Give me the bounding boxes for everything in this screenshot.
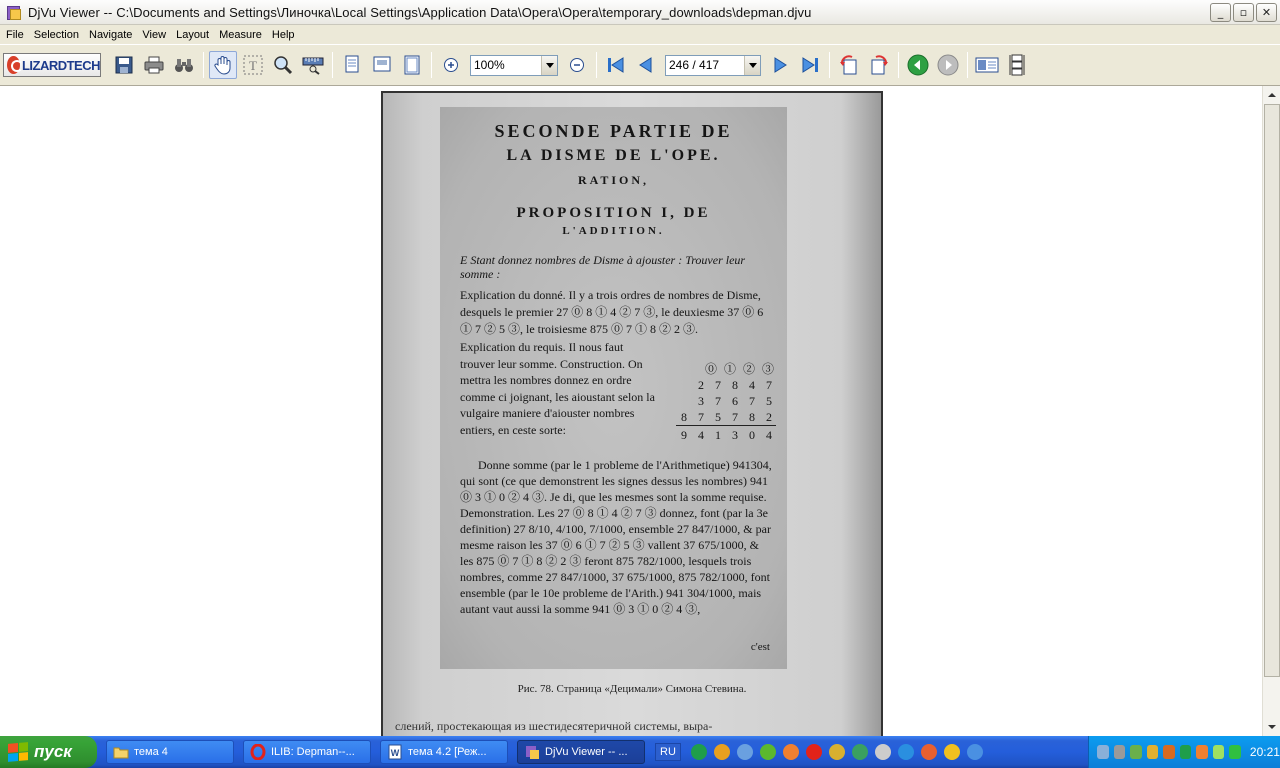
lizardtech-logo[interactable] [3,53,101,77]
document-view[interactable] [0,86,1262,736]
scrollbar-thumb[interactable] [1264,104,1280,677]
tray-app-icon[interactable] [1196,745,1208,759]
zoom-value: 100% [474,58,505,72]
fit-width-icon [372,55,392,75]
continuous-view-button[interactable] [1003,51,1031,79]
close-button[interactable]: ✕ [1256,3,1277,22]
measure-tool-button[interactable] [299,51,327,79]
addition-row-3: 8 7 5 7 8 2 [676,409,776,426]
svg-text:W: W [390,748,400,758]
next-page-icon [770,55,790,75]
scanned-page-image [440,107,787,669]
logo-text: LIZARDTECH [21,57,100,73]
save-icon [115,56,133,74]
surf-icon[interactable] [875,744,891,760]
page-heading-1: SECONDE PARTIE DE [494,121,733,141]
previous-page-button[interactable] [632,51,660,79]
mail-icon[interactable] [783,744,799,760]
media-player-icon[interactable] [944,744,960,760]
fit-page-icon [402,55,422,75]
hand-icon [213,55,233,75]
text-select-button[interactable] [239,51,267,79]
utorrent-tray-icon[interactable] [1180,745,1192,759]
menu-navigate[interactable]: Navigate [89,28,133,41]
rotate-right-button[interactable] [865,51,893,79]
addition-sum: 9 4 1 3 0 4 [681,428,776,442]
taskbar-item-label: ILIB: Depman--... [271,746,355,758]
paragraph-demonstration: Donne somme (par le 1 probleme de l'Arithmetique) 941304, qui sont (ce que demonstrent les signes dessus les nombres) 941 ⓪ 3 ① 0 ② 4 ③. Je di, que les mesmes sont la somme requise. Demonstration. Les 27 ⓪ 8 ① 4 ② 7 ③ donnez, font (par la 3e definition) 27 8/10, 4/100, 7/1000, ensemble 27 847/1000, & par mesme raison les 37 ⓪ 6 ① 7 ② 5 ③ vallent 37 675/1000, & les 875 ⓪ 7 ① 8 ② 2 ③ feront 875 782/1000, lesquels trois nombres, comme 27 847/1000, 37 675/1000, 875 782/1000, font ensemble (par le 10e probleme de l'Arith.) 941 304/1000, mais autant vaut aussi la somme 941 ⓪ 3 ① 0 ② 4 ③, [460,458,772,616]
window-title: DjVu Viewer -- C:\Documents and Settings\Линочка\Local Settings\Application Data\Opera\Opera\temporary_downloads\depman.djvu [28,4,812,20]
first-page-icon [606,55,626,75]
ruler-icon [302,55,324,75]
volume-tray-icon[interactable] [1114,745,1126,759]
icq-icon[interactable] [760,744,776,760]
text-select-icon [243,55,263,75]
minimize-button[interactable]: _ [1210,3,1231,22]
fit-page-button[interactable] [398,51,426,79]
zoom-out-icon [569,57,585,73]
single-page-icon [343,55,361,75]
menu-bar [0,25,1280,44]
tray-app-icon[interactable] [1163,745,1175,759]
next-page-text: слений, простекающая из шестидесятеричной системы, выра- [395,719,713,733]
opera-icon[interactable] [806,744,822,760]
tray-app-icon[interactable] [1229,745,1241,759]
outlook-icon[interactable] [921,744,937,760]
antivirus-tray-icon[interactable] [1130,745,1142,759]
menu-layout[interactable]: Layout [176,28,210,41]
opera-icon [250,744,266,760]
toolbar-separator [431,52,432,78]
paragraph-required: Explication du requis. Il nous faut trouver leur somme. Construction. On mettra les nombres donnez en ordre comme ci joignant, les aioustant selon la vulgaire maniere d'aiouster nombres entiers, en ceste sorte: [460,340,655,437]
toolbar-separator [203,52,204,78]
figure-caption: Рис. 78. Страница «Децимали» Симона Стевина. [517,683,747,695]
magnifier-icon [273,55,293,75]
proposition-subtitle: L'ADDITION. [562,225,665,237]
rotate-left-icon [838,54,860,76]
back-arrow-icon [907,54,929,76]
zoom-tool-button[interactable] [269,51,297,79]
window-controls [1210,3,1277,22]
addition-row-2: 3 7 6 7 5 [698,394,776,408]
scroll-up-icon[interactable] [1264,87,1280,103]
globe-icon[interactable] [737,744,753,760]
pan-tool-button[interactable] [209,51,237,79]
start-label: пуск [34,742,72,761]
rotate-right-icon [868,54,890,76]
start-button[interactable] [0,736,97,768]
tray-app-icon[interactable] [1147,745,1159,759]
toolbar-separator [898,52,899,78]
back-button[interactable] [904,51,932,79]
addition-table-header: ⓪ ① ② ③ [704,362,776,376]
language-indicator[interactable]: RU [655,743,681,761]
menu-measure[interactable]: Measure [219,28,262,41]
tray-app-icon[interactable] [1213,745,1225,759]
proposition-title: PROPOSITION I, DE [516,205,711,221]
menu-file[interactable]: File [6,28,24,41]
find-button[interactable] [170,51,198,79]
previous-page-icon [636,55,656,75]
taskbar-item-opera[interactable] [243,740,371,764]
menu-selection[interactable]: Selection [33,28,79,41]
zoom-in-icon [443,57,459,73]
title-bar [0,0,1280,25]
menu-view[interactable]: View [142,28,167,41]
page-value: 246 / 417 [669,58,720,72]
internet-explorer-icon[interactable] [898,744,914,760]
vertical-scrollbar[interactable] [1262,86,1280,736]
zoom-out-button[interactable] [563,51,591,79]
forward-arrow-icon [937,54,959,76]
menu-help[interactable]: Help [271,28,295,41]
djvu-app-icon [5,4,21,20]
svg-text:T: T [249,58,257,73]
network-tray-icon[interactable] [1097,745,1109,759]
taskbar-item-label: DjVu Viewer -- ... [545,746,628,758]
print-button[interactable] [140,51,168,79]
rotate-left-button[interactable] [835,51,863,79]
binoculars-icon [174,56,194,74]
page-heading-3: RATION, [577,173,650,187]
single-page-button[interactable] [338,51,366,79]
clock[interactable]: 20:21 [1249,745,1280,759]
toolbar-separator [967,52,968,78]
catchword: c'est [750,641,770,653]
taskbar [0,736,1280,768]
thumbnails-icon [975,55,999,75]
utorrent-icon[interactable] [691,744,707,760]
zoom-in-button[interactable] [437,51,465,79]
document-page[interactable] [381,91,883,736]
folder-icon [113,744,129,760]
last-page-icon [800,55,820,75]
forward-button[interactable] [934,51,962,79]
chevron-down-icon[interactable] [744,56,760,75]
chevron-down-icon[interactable] [541,56,557,75]
lizardtech-logo-icon [7,56,20,74]
scroll-down-icon[interactable] [1264,719,1280,735]
page-heading-2: LA DISME DE L'OPE. [506,147,721,164]
addition-row-1: 2 7 8 4 7 [698,378,776,392]
network-icon[interactable] [852,744,868,760]
save-button[interactable] [110,51,138,79]
aim-icon[interactable] [714,744,730,760]
thumbnails-button[interactable] [973,51,1001,79]
system-tray [1088,736,1280,768]
next-page-button[interactable] [766,51,794,79]
taskbar-item-label: тема 4.2 [Реж... [408,746,487,758]
taskbar-item-djvu[interactable] [517,740,645,764]
print-icon [144,56,164,74]
first-page-button[interactable] [602,51,630,79]
page-select[interactable] [665,55,761,76]
toolbar [0,44,1280,86]
toolbar-separator [332,52,333,78]
taskbar-item-label: тема 4 [134,746,168,758]
taskbar-item-word[interactable] [380,740,508,764]
toolbar-separator [829,52,830,78]
quick-launch [691,744,983,760]
windows-logo-icon [8,742,28,762]
paragraph-explication: Explication du donné. Il y a trois ordres de nombres de Disme, desquels le premier 27 ⓪ 8 ① 4 ② 7 ③, le deuxiesme 37 ⓪ 6 ① 7 ② 5 ③, le troisiesme 875 ⓪ 7 ① 8 ② 2 ③. [460,288,764,336]
continuous-view-icon [1007,54,1027,76]
last-page-button[interactable] [796,51,824,79]
word-document-icon [387,744,403,760]
restore-button[interactable]: ▫ [1233,3,1254,22]
paragraph-intro: E Stant donnez nombres de Disme à ajouster : Trouver leur somme : [460,253,746,281]
agent-icon[interactable] [829,744,845,760]
fit-width-button[interactable] [368,51,396,79]
zoom-select[interactable] [470,55,558,76]
taskbar-item-folder[interactable] [106,740,234,764]
djvu-app-icon [524,744,540,760]
toolbar-separator [596,52,597,78]
desktop-icon[interactable] [967,744,983,760]
